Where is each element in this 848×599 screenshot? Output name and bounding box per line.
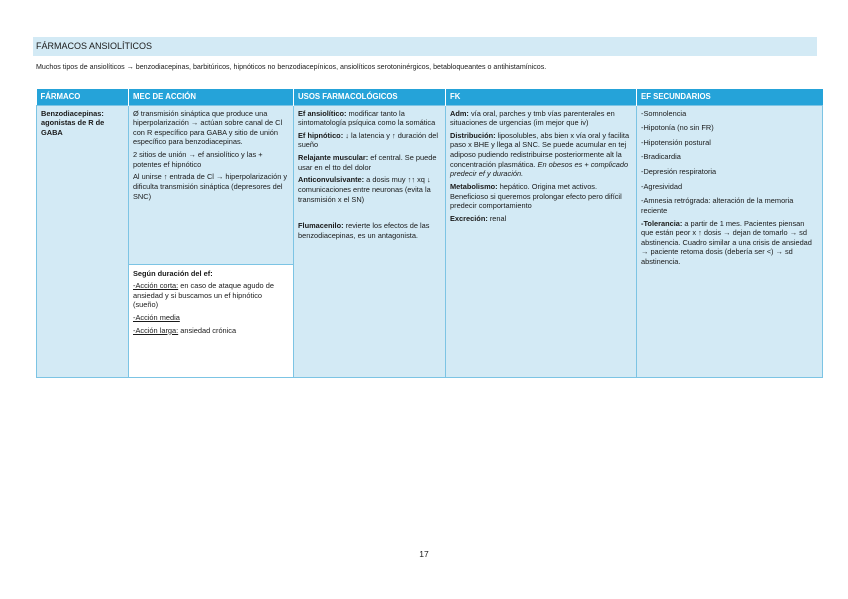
fk-excrecion: Excreción: renal [450, 213, 507, 223]
uso-ansiolitico: Ef ansiolítico: modificar tanto la sintomatología psíquica como la somática [298, 108, 436, 128]
uso-relajante: Relajante muscular: ef central. Se puede usar en el tto del dolor [298, 153, 437, 172]
intro-text: Muchos tipos de ansiolíticos → benzodiacepinas, barbitúricos, hipnóticos no benzodiacepínicos, ansiolíticos serotoninérgicos, betabloqueantes o antihistamínicos. [36, 63, 547, 71]
cell-fk [446, 105, 637, 378]
header-farmaco: FÁRMACO [37, 89, 129, 105]
header-mec: MEC DE ACCIÓN [129, 89, 294, 105]
duration-title: Según duración del ef: [133, 268, 213, 278]
header-fk: FK [446, 89, 637, 105]
uso-hipnotico: Ef hipnótico: ↓ la latencia y ↑ duración del sueño [298, 130, 439, 150]
fk-adm: Adm: vía oral, parches y tmb vías parenterales en situaciones de urgencias (im mejor que iv) [450, 108, 615, 128]
drug-name: Benzodiacepinas: agonistas de R de GABA [41, 108, 105, 137]
cell-efectos [637, 105, 823, 378]
table-header-row [37, 89, 823, 105]
efecto-tolerancia: -Tolerancia: a partir de 1 mes. Pacientes piensan que están peor x ↑ dosis → dejan de tomarlo → sd abstinencia. Cuadro similar a una crisis de ansiedad → paciente retoma dosis (debería ser <) → sd abstinencia. [641, 218, 812, 266]
header-usos: USOS FARMACOLÓGICOS [294, 89, 446, 105]
efecto-item: -Amnesia retrógrada: alteración de la memoria reciente [641, 196, 794, 215]
uso-flumacenilo: Flumacenilo: revierte los efectos de las benzodiacepinas, es un antagonista. [298, 221, 430, 240]
efecto-item: -Depresión respiratoria [641, 167, 717, 176]
cell-farmaco [37, 105, 129, 378]
drug-table [36, 89, 823, 378]
cell-usos [294, 105, 446, 378]
cell-mec [129, 105, 294, 378]
table-row [37, 105, 823, 378]
page-number: 17 [419, 549, 429, 559]
mec-p1: Ø transmisión sináptica que produce una hiperpolarización → actúan sobre canal de Cl con R específico para GABA y sitio de unión específico para benzodiacepinas. [133, 108, 283, 147]
efecto-item: -Hipotonía (no sin FR) [641, 123, 714, 133]
efecto-item: -Somnolencia [641, 108, 687, 118]
uso-anticonvulsivante: Anticonvulsivante: a dosis muy ↑↑ xq ↓ comunicaciones entre neuronas (evita la transmisión x el SN) [298, 175, 431, 204]
mec-p3: Al unirse ↑ entrada de Cl → hiperpolarización y dificulta transmisión sináptica (depresores del SNC) [133, 172, 288, 201]
efecto-item: -Hipotensión postural [641, 137, 711, 147]
accion-media: -Acción media [133, 313, 180, 322]
fk-distribucion: Distribución: liposolubles, abs bien x vía oral y facilita paso x BHE y llega al SNC. Se puede acumular en tej adiposo pudiendo redistribuirse posteriormente alt la concentración plasmática. En obesos es + complicado predecir ef y duración. [450, 130, 630, 179]
fk-metabolismo: Metabolismo: hepático. Origina met activos. Beneficioso si queremos prolongar efecto pero difícil predecir comportamiento [450, 181, 622, 211]
accion-larga: -Acción larga: ansiedad crónica [133, 325, 237, 335]
header-efectos: EF SECUNDARIOS [637, 89, 823, 105]
efecto-item: -Agresividad [641, 181, 683, 191]
mec-p2: 2 sitios de unión → ef ansiolítico y las + potentes ef hipnótico [133, 150, 263, 169]
section-title: FÁRMACOS ANSIOLÍTICOS [33, 37, 817, 56]
accion-corta: -Acción corta: en caso de ataque agudo de ansiedad y si buscamos un ef hipnótico (sueño) [133, 281, 274, 310]
efecto-item: -Bradicardia [641, 152, 681, 162]
